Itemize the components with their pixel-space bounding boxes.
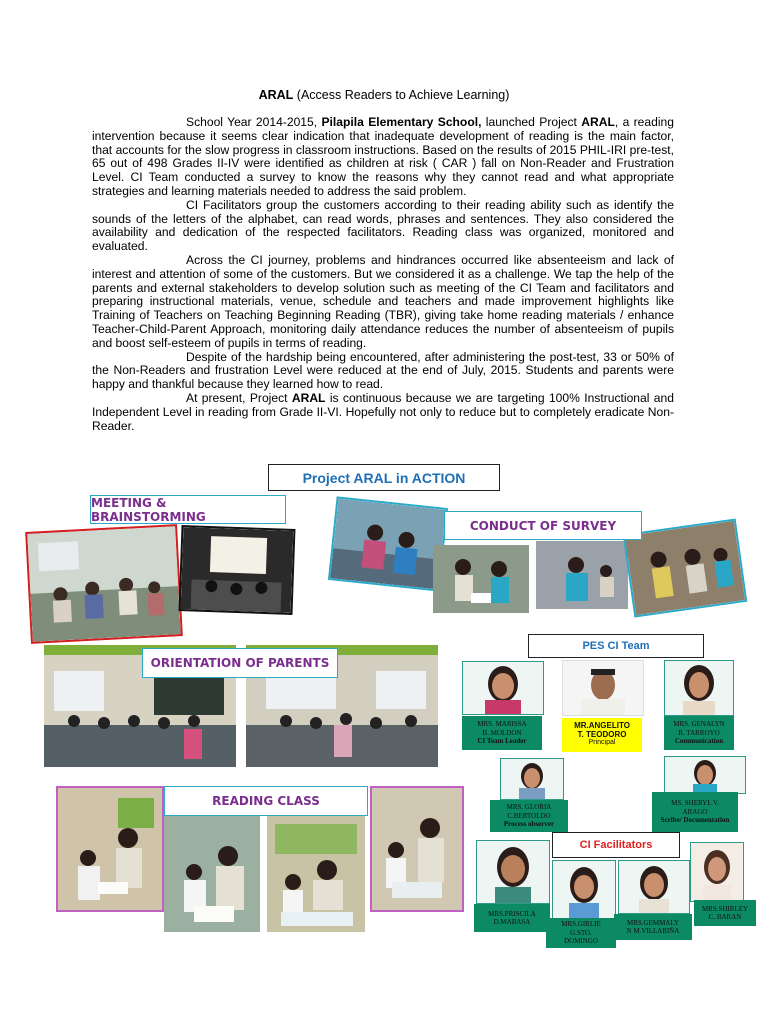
facilitator-photo-baran: [690, 842, 744, 902]
meeting-label: MEETING & BRAINSTORMING: [90, 495, 286, 524]
reading-photo-2: [164, 816, 260, 932]
reading-label: READING CLASS: [164, 786, 368, 816]
paragraph-5: At present, Project ARAL is continuous because we are targeting 100% Instructional and Independent Level in reading from Grade II-VI. Hopefully not only to reduce but to completely eradicate Non-Reader.: [92, 390, 674, 433]
paragraph-1: School Year 2014-2015, Pilapila Elementary School, launched Project ARAL, a reading intervention because it seems clear indication that inadequate development of reading is the main factor, that accounts for the slow progress in classroom instructions. Based on the results of 2015 PHIL-IRI pre-test, 65 out of 498 Grades II-IV were identified as children at risk ( CAR ) fall on Non-Reader and Frustration Level. CI Team conducted a survey to know the reasons why they cannot read and what appropriate strategies and learning materials needed to address the said problem.: [92, 115, 674, 198]
team-photo-teodoro: [562, 660, 644, 716]
meeting-photo-2: [179, 525, 296, 615]
document-title: ARAL (Access Readers to Achieve Learning): [258, 88, 510, 102]
facilitator-photo-villarina: [618, 860, 690, 914]
team-caption-bertoldo: MRS. GLORIA C.BERTOLDO Process observer: [490, 800, 568, 832]
action-section-title: Project ARAL in ACTION: [268, 464, 500, 491]
ci-facilitators-title: CI Facilitators: [552, 832, 680, 858]
team-photo-bertoldo: [500, 758, 564, 800]
facilitator-caption-villarina: MRS.GEMMALY N M.VILLARIÑA: [614, 914, 692, 940]
meeting-photo-1: [25, 524, 183, 644]
facilitator-caption-domingo: MRS.GIRLIE G.STO. DOMINGO: [546, 918, 616, 948]
facilitator-photo-mabasa: [476, 840, 550, 904]
paragraph-2: CI Facilitators group the customers according to their reading ability such as identify the sounds of the letters of the alphabet, can read words, phrases and sentences. They also considered the availability and dedication of the respected facilitators. Reading class was organized, monitored and evaluated.: [92, 197, 674, 254]
reading-photo-4: [370, 786, 464, 912]
orientation-label: ORIENTATION OF PARENTS: [142, 648, 338, 678]
team-photo-arago: [664, 756, 746, 794]
facilitator-photo-domingo: [552, 860, 616, 920]
reading-photo-1: [56, 786, 164, 912]
team-caption-tarroyo: MRS. GENALYN R. TARROYO Communication: [664, 716, 734, 750]
team-photo-tarroyo: [664, 660, 734, 716]
survey-photo-1: [328, 496, 448, 591]
team-caption-teodoro: MR.ANGELITO T. TEODORO Principal: [562, 718, 642, 752]
team-caption-moldon: MRS. MARISSA B. MOLDON CI Team Leader: [462, 716, 542, 750]
survey-photo-3: [536, 541, 628, 609]
facilitator-caption-mabasa: MRS.PRISCILA D.MABASA: [474, 904, 550, 932]
survey-label: CONDUCT OF SURVEY: [444, 511, 642, 540]
facilitator-caption-baran: MRS.SHIRLEY C. BARAN: [694, 900, 756, 926]
ci-team-title: PES CI Team: [528, 634, 704, 658]
body-text: [92, 116, 674, 433]
survey-photo-2: [433, 545, 529, 613]
paragraph-3: Across the CI journey, problems and hindrances occurred like absenteeism and lack of interest and attention of some of the customers. But we considered it as a challenge. We tap the help of the parents and external stakeholders to develop solution such as meeting of the CI Team and facilitators and preparing instructional materials, venue, schedule and teachers and made improvement highlights like Training of Teachers on Teaching Beginning Reading (TBR), giving take home reading materials / enhance Teacher-Child-Parent Approach, monitoring daily attendance reduces the number of absenteeism of pupils and boost self-esteem of pupils in terms of reading.: [92, 252, 674, 350]
reading-photo-3: [267, 816, 365, 932]
team-photo-moldon: [462, 661, 544, 715]
paragraph-4: Despite of the hardship being encountered, after administering the post-test, 33 or 50% of the Non-Readers and frustration Level were reduced at the end of July, 2015. Students and parents were happy and thankful because they learned how to read.: [92, 349, 674, 392]
team-caption-arago: MS. SHERYL V. ARAGO Scribe/ Documentation: [652, 792, 738, 832]
